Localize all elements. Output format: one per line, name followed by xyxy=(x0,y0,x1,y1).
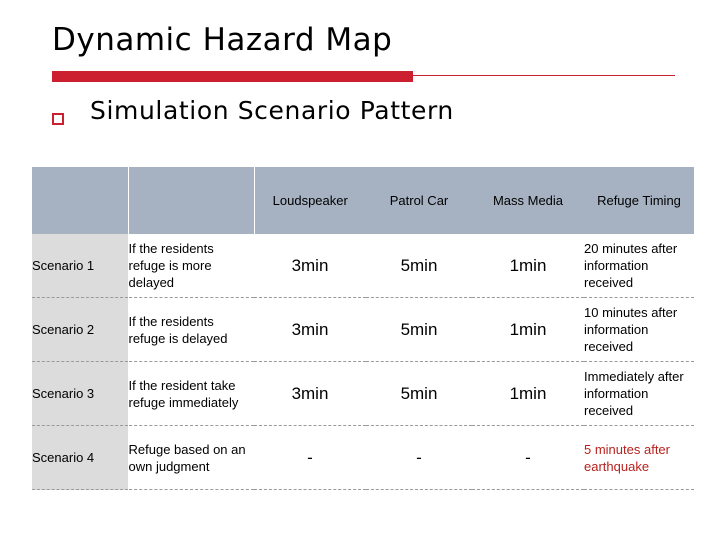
header-mass-media: Mass Media xyxy=(472,167,584,234)
table-row xyxy=(32,362,694,426)
table-header-row xyxy=(32,167,694,234)
scenario-label: Scenario 4 xyxy=(32,426,128,490)
scenario-description: If the resident take refuge immediately xyxy=(128,362,254,426)
scenario-label: Scenario 1 xyxy=(32,234,128,298)
scenario-description: Refuge based on an own judgment xyxy=(128,426,254,490)
refuge-timing-value: 5 minutes after earthquake xyxy=(584,426,694,490)
mass-media-value: - xyxy=(472,426,584,490)
scenario-table xyxy=(32,167,694,490)
slide-title: Dynamic Hazard Map xyxy=(52,22,393,58)
patrol-car-value: 5min xyxy=(366,234,472,298)
table-row xyxy=(32,298,694,362)
scenario-description: If the residents refuge is more delayed xyxy=(128,234,254,298)
title-accent-line xyxy=(413,75,675,76)
title-accent-bar xyxy=(52,71,413,82)
header-refuge-timing: Refuge Timing xyxy=(584,167,694,234)
refuge-timing-value: Immediately after information received xyxy=(584,362,694,426)
patrol-car-value: 5min xyxy=(366,298,472,362)
bullet-text: Simulation Scenario Pattern xyxy=(90,96,454,125)
table-row xyxy=(32,234,694,298)
mass-media-value: 1min xyxy=(472,362,584,426)
patrol-car-value: - xyxy=(366,426,472,490)
bullet-square-icon xyxy=(52,113,64,125)
header-cell-blank-2 xyxy=(128,167,254,234)
loudspeaker-value: 3min xyxy=(254,234,366,298)
scenario-description: If the residents refuge is delayed xyxy=(128,298,254,362)
header-loudspeaker: Loudspeaker xyxy=(254,167,366,234)
scenario-label: Scenario 3 xyxy=(32,362,128,426)
scenario-label: Scenario 2 xyxy=(32,298,128,362)
loudspeaker-value: 3min xyxy=(254,298,366,362)
header-patrol-car: Patrol Car xyxy=(366,167,472,234)
loudspeaker-value: - xyxy=(254,426,366,490)
patrol-car-value: 5min xyxy=(366,362,472,426)
table-row xyxy=(32,426,694,490)
loudspeaker-value: 3min xyxy=(254,362,366,426)
mass-media-value: 1min xyxy=(472,298,584,362)
refuge-timing-value: 20 minutes after information received xyxy=(584,234,694,298)
header-cell-blank-1 xyxy=(32,167,128,234)
mass-media-value: 1min xyxy=(472,234,584,298)
refuge-timing-value: 10 minutes after information received xyxy=(584,298,694,362)
